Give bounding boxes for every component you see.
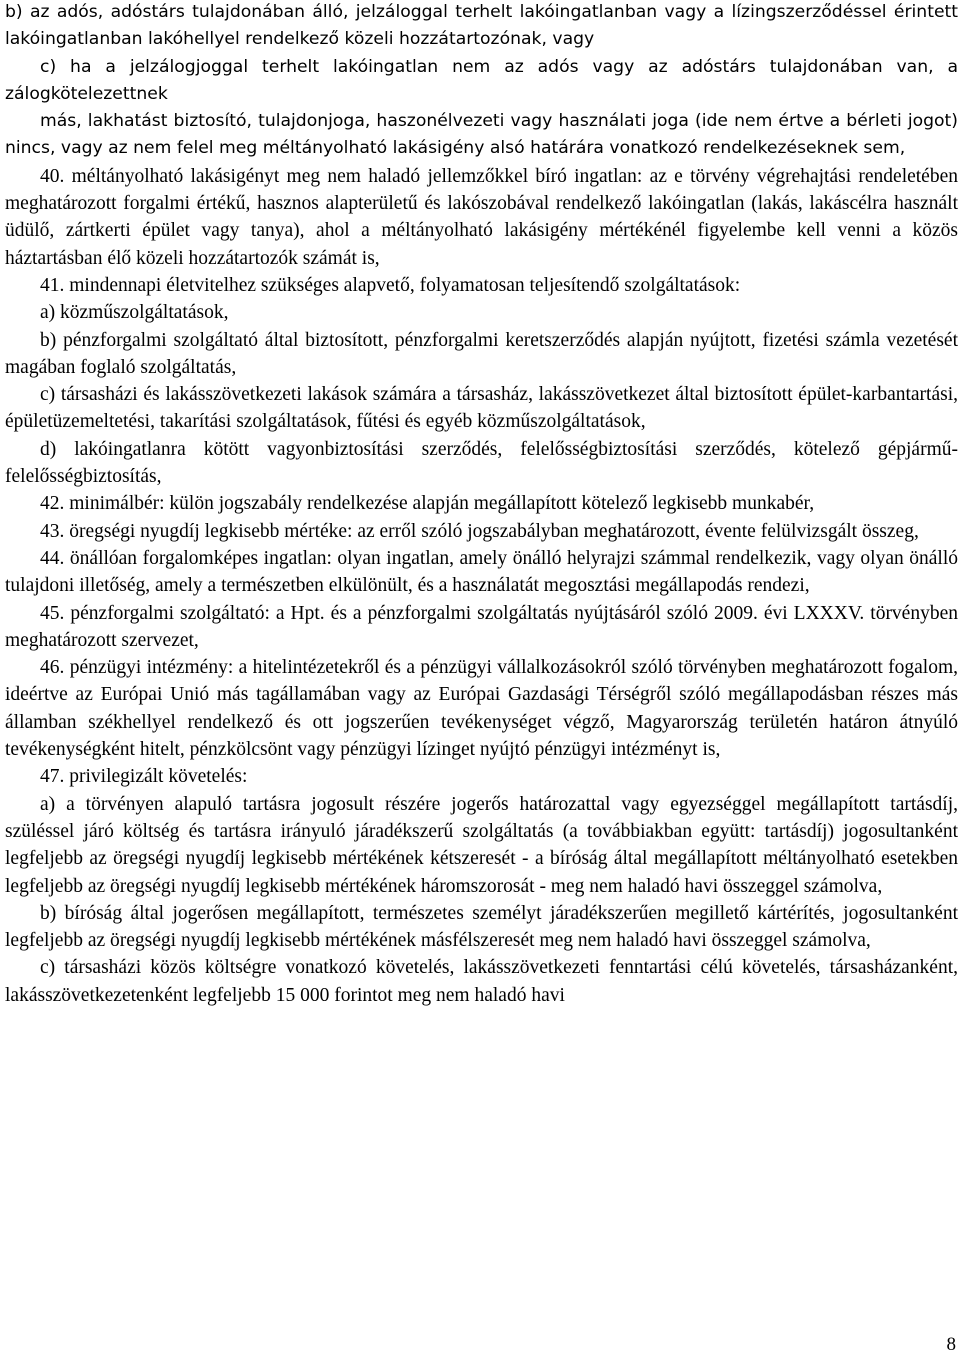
paragraph: 41. mindennapi életvitelhez szükséges alapvető, folyamatosan teljesítendő szolgáltatások: [40,274,741,296]
paragraph: 46. pénzügyi intézmény: a hitelintézetekről és a pénzügyi vállalkozásokról szóló törvényben meghatározott fogalom, ideértve az Európai Unió más tagállamában vagy az Európai Gazdasági Térségről szóló megállapodásban részes más államban székhellyel rendelkező és ott jogszerűen tevékenységet végző, Magyarország területén határon átnyúló tevékenységként hitelt, pénzkölcsönt vagy pénzügyi lízinget nyújtó pénzügyi intézményt is, [5,657,958,761]
paragraph: 40. méltányolható lakásigényt meg nem haladó jellemzőkkel bíró ingatlan: az e törvény végrehajtási rendeletében meghatározott forgalmi értékű, hasznos alapterületű és lakószobával rendelkező lakóingatlan (lakás, lakáscélra használt üdülő, zártkerti épület vagy tanya), ahol a méltányolható lakásigény mértékénél figyelembe kell venni a közös háztartásban élő közeli hozzátartozók számát is, [5,165,958,269]
paragraph: más, lakhatást biztosító, tulajdonjoga, haszonélvezeti vagy használati joga (ide nem értve a bérleti jogot) nincs, vagy az nem felel meg méltányolható lakásigény alsó határára vonatkozó rendelkezéseknek sem, [5,111,958,159]
paragraph: b) pénzforgalmi szolgáltató által biztosított, pénzforgalmi keretszerződés alapján nyújtott, fizetési számla vezetését magában foglaló szolgáltatás, [5,329,958,378]
paragraph: 44. önállóan forgalomképes ingatlan: olyan ingatlan, amely önálló helyrajzi számmal rendelkezik, vagy olyan önálló tulajdoni illetőség, amely a természetben elkülönült, és a használatát megosztási megállapodás rendezi, [5,547,958,597]
page-number: 8 [946,1334,956,1355]
paragraph: 43. öregségi nyugdíj legkisebb mértéke: az erről szóló jogszabályban meghatározott, évente felülvizsgált összeg, [40,520,919,542]
paragraph: c) társasházi és lakásszövetkezeti lakások számára a társasház, lakásszövetkezet által biztosított épület-karbantartási, épületüzemeltetési, takarítási szolgáltatások, fűtési és egyéb közműszolgáltatások, [5,384,958,433]
paragraph: c) társasházi közös költségre vonatkozó követelés, lakásszövetkezeti fenntartási célú követelés, társasházanként, lakásszövetkezetenként legfeljebb 15 000 forintot meg nem haladó havi [5,957,958,1006]
paragraph: a) a törvényen alapuló tartásra jogosult részére jogerős határozattal vagy egyezséggel megállapított tartásdíj, szüléssel járó költség és tartásra irányuló járadékszerű szolgáltatás (a továbbiakban együtt: tartásdíj) jogosultanként legfeljebb az öregségi nyugdíj legkisebb mértékének kétszeresét - a bíróság által megállapított méltányolható esetekben legfeljebb az öregségi nyugdíj legkisebb mértékének háromszorosát - meg nem haladó havi összeggel számolva, [5,793,958,897]
paragraph: a) közműszolgáltatások, [40,302,229,324]
paragraph: d) lakóingatlanra kötött vagyonbiztosítási szerződés, felelősségbiztosítási szerződés, kötelező gépjármű-felelősségbiztosítás, [5,438,958,488]
paragraph: c) ha a jelzálogjoggal terhelt lakóingatlan nem az adós vagy az adóstárs tulajdonában van, a zálogkötelezettnek [5,56,958,104]
document-page [5,0,958,1009]
paragraph: b) bíróság által jogerősen megállapított, természetes személyt járadékszerűen megillető kártérítés, jogosultanként legfeljebb az öregségi nyugdíj legkisebb mértékének másfélszeresét meg nem haladó havi összeggel számolva, [5,902,958,952]
paragraph: 42. minimálbér: külön jogszabály rendelkezése alapján megállapított kötelező legkisebb munkabér, [40,493,815,515]
paragraph: 45. pénzforgalmi szolgáltató: a Hpt. és a pénzforgalmi szolgáltatás nyújtásáról szóló 2009. évi LXXXV. törvényben meghatározott szervezet, [5,602,958,651]
paragraph: 47. privilegizált követelés: [40,766,248,788]
paragraph: b) az adós, adóstárs tulajdonában álló, jelzáloggal terhelt lakóingatlanban vagy a lízingszerződéssel érintett lakóingatlanban lakóhellyel rendelkező közeli hozzátartozónak, vagy [5,2,958,50]
